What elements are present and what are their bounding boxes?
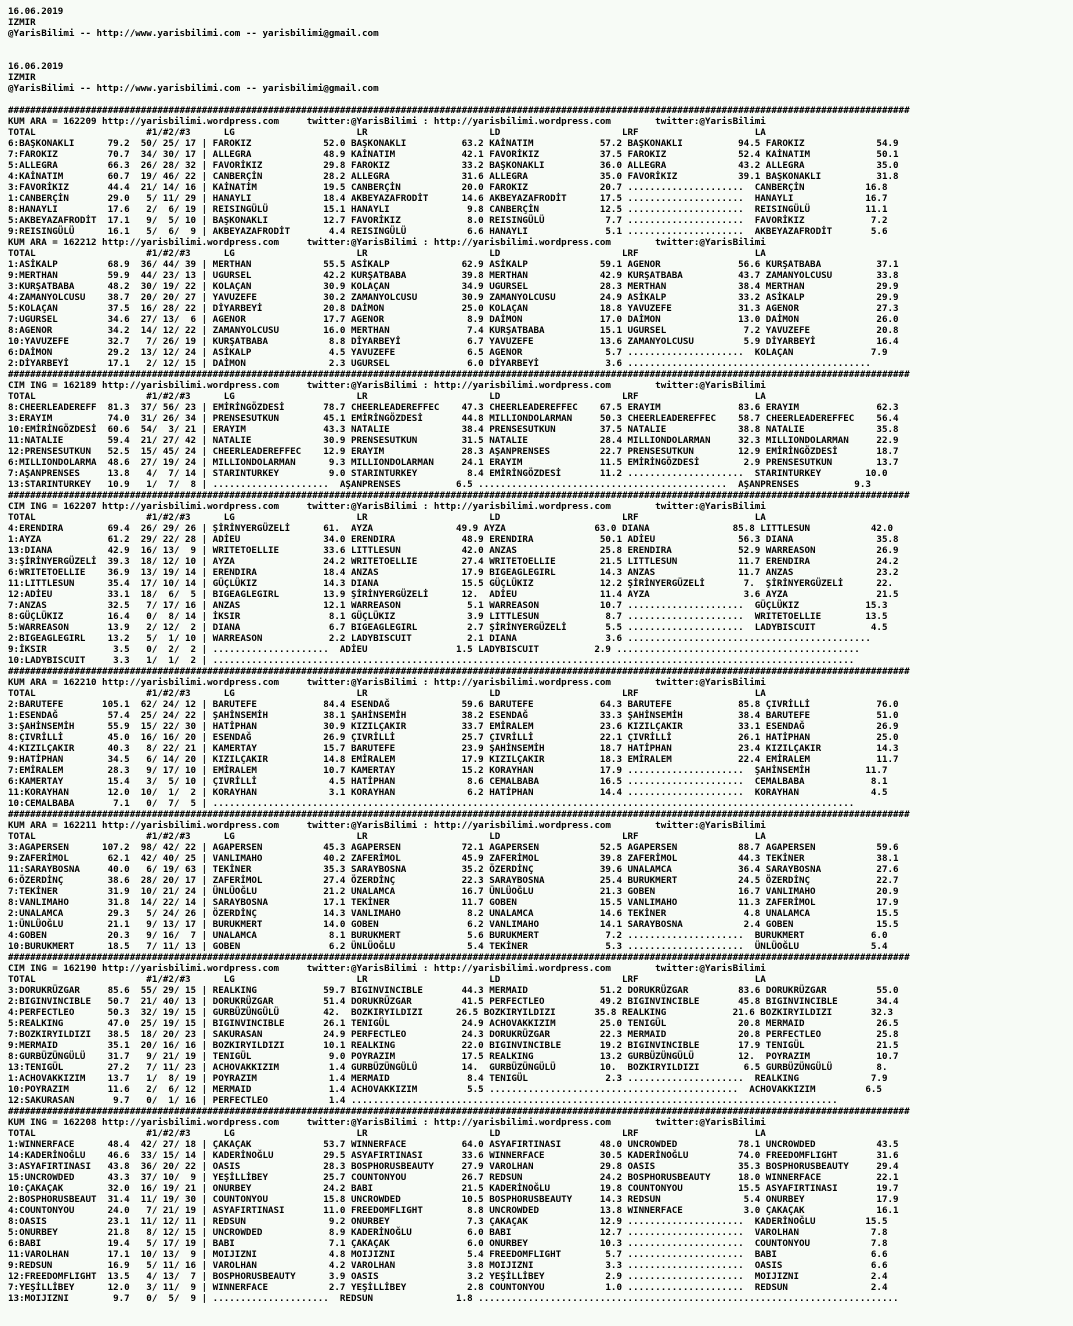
section-separator: ################################################################################################################################################################### — [8, 666, 910, 677]
ranking-row: 3:DORUKRÜZGAR 85.6 55/ 29/ 15 | REALKING 59.7 BIGINVINCIBLE 44.3 MERMAID 51.2 DORUKRÜZGAR 83.6 DORUKRÜZGAR 55.0 — [8, 985, 899, 996]
ranking-row: 11:VAROLHAN 17.1 10/ 13/ 9 | MOIJIZNI 4.8 MOIJIZNI 5.4 FREEDOMFLIGHT 5.7 ..................... BABI 6.6 — [8, 1249, 888, 1260]
ranking-row: 4:KAİNATIM 60.7 19/ 46/ 22 | CANBERÇİN 28.2 ALLEGRA 31.6 ALLEGRA 35.0 FAVORİKIZ 39.1 BAŞKONAKLI 31.8 — [8, 171, 899, 182]
ranking-row: 12:PRENSESUTKUN 52.5 15/ 45/ 24 | CHEERLEADEREFFEC 12.9 ERAYIM 28.3 AŞANPRENSES 22.7 PRENSESUTKUN 12.9 EMİRİNGÖZDESİ 18.7 — [8, 446, 899, 457]
ranking-row: 4:ERENDIRA 69.4 26/ 29/ 26 | ŞİRİNYERGÜZELİ 61. AYZA 49.9 AYZA 63.0 DIANA 85.8 LITTLESUN 42.0 — [8, 523, 894, 534]
ranking-row: 11:NATALIE 59.4 21/ 27/ 42 | NATALIE 30.9 PRENSESUTKUN 31.5 NATALIE 28.4 MILLIONDOLARMAN 32.3 MILLIONDOLARMAN 22.9 — [8, 435, 899, 446]
ranking-row: 3:ASYAFIRTINASI 43.8 36/ 20/ 22 | OASIS 28.3 BOSPHORUSBEAUTY 27.9 VAROLHAN 29.8 OASIS 35.3 BOSPHORUSBEAUTY 29.4 — [8, 1161, 899, 1172]
ranking-row: 5:ONURBEY 21.8 8/ 12/ 15 | UNCROWDED 8.9 KADERİNOĞLU 6.0 BABI 12.7 ..................... VAROLHAN 7.8 — [8, 1227, 888, 1238]
column-header: TOTAL #1/#2/#3 LG LR LD LRF LA — [8, 688, 766, 699]
ranking-row: 2:BOSPHORUSBEAUT 31.4 11/ 19/ 30 | COUNTONYOU 15.8 UNCROWDED 10.5 BOSPHORUSBEAUTY 14.3 REDSUN 5.4 ONURBEY 17.9 — [8, 1194, 899, 1205]
ranking-row: 3:KURŞATBABA 48.2 30/ 19/ 22 | KOLAÇAN 30.9 KOLAÇAN 34.9 UGURSEL 28.3 MERTHAN 38.4 MERTHAN 29.9 — [8, 281, 899, 292]
ranking-row: 10:LADYBISCUIT 3.3 1/ 1/ 2 | .................................................................................................................... — [8, 655, 855, 666]
section-separator: ################################################################################################################################################################### — [8, 369, 910, 380]
ranking-row: 4:KIZILÇAKIR 40.3 8/ 22/ 21 | KAMERTAY 15.7 BARUTEFE 23.9 ŞAHİNSEMİH 18.7 HATİPHAN 23.4 KIZILÇAKIR 14.3 — [8, 743, 899, 754]
ranking-row: 5:WARREASON 13.9 2/ 12/ 2 | DIANA 6.7 BIGEAGLEGIRL 2.7 ŞİRİNYERGÜZELİ 5.5 ..................... LADYBISCUIT 4.5 — [8, 622, 888, 633]
ranking-row: 8:CHEERLEADEREFF 81.3 37/ 56/ 23 | EMİRİNGÖZDESİ 78.7 CHEERLEADEREFFEC 47.3 CHEERLEADEREFFEC 67.5 ERAYIM 83.6 ERAYIM 62.3 — [8, 402, 899, 413]
ranking-row: 9:HATİPHAN 34.5 6/ 14/ 20 | KIZILÇAKIR 14.8 EMİRALEM 17.9 KIZILÇAKIR 18.3 EMİRALEM 22.4 EMİRALEM 11.7 — [8, 754, 899, 765]
column-header: TOTAL #1/#2/#3 LG LR LD LRF LA — [8, 974, 766, 985]
ranking-row: 1:ÜNLÜOĞLU 21.1 9/ 13/ 17 | BURUKMERT 14.0 GOBEN 6.2 VANLIMAHO 14.1 SARAYBOSNA 2.4 GOBEN 15.5 — [8, 919, 899, 930]
column-header: TOTAL #1/#2/#3 LG LR LD LRF LA — [8, 512, 766, 523]
section-separator: ################################################################################################################################################################### — [8, 1106, 910, 1117]
race-header: CIM ING = 162207 http://yarisbilimi.wordpress.com twitter:@YarisBilimi : http://yarisbilimi.wordpress.com twitter:@YarisBilimi — [8, 501, 766, 512]
ranking-row: 9:İKSIR 3.5 0/ 2/ 2 | ..................... ADİEU 1.5 LADYBISCUIT 2.9 ............................................ — [8, 644, 860, 655]
ranking-row: 4:PERFECTLEO 50.3 32/ 19/ 15 | GURBÜZÜNGÜLÜ 42. BOZKIRYILDIZI 26.5 BOZKIRYILDIZI 35.8 REALKING 21.6 BOZKIRYILDIZI 32.3 — [8, 1007, 894, 1018]
race-header: CIM ING = 162190 http://yarisbilimi.wordpress.com twitter:@YarisBilimi : http://yarisbilimi.wordpress.com twitter:@YarisBilimi — [8, 963, 766, 974]
ranking-row: 8:GURBÜZÜNGÜLÜ 31.7 9/ 21/ 19 | TENIGÜL 9.0 POYRAZIM 17.5 REALKING 13.2 GURBÜZÜNGÜLÜ 12. POYRAZIM 10.7 — [8, 1051, 899, 1062]
race-header: KUM ARA = 162209 http://yarisbilimi.wordpress.com twitter:@YarisBilimi : http://yarisbilimi.wordpress.com twitter:@YarisBilimi — [8, 116, 766, 127]
ranking-row: 10:CEMALBABA 7.1 0/ 7/ 5 | .................................................................................................................... — [8, 798, 855, 809]
ranking-row: 12:FREEDOMFLIGHT 13.5 4/ 13/ 7 | BOSPHORUSBEAUTY 3.9 OASIS 3.2 YEŞİLLİBEY 2.9 ..................... MOIJIZNI 2.4 — [8, 1271, 888, 1282]
text-line: IZMIR — [8, 72, 36, 83]
ranking-row: 8:OASIS 23.1 11/ 12/ 11 | REDSUN 9.2 ONURBEY 7.3 ÇAKAÇAK 12.9 ..................... KADERİNOĞLU 15.5 — [8, 1216, 888, 1227]
ranking-row: 5:ALLEGRA 66.3 26/ 28/ 32 | FAVORİKIZ 29.8 FAROKIZ 33.2 BAŞKONAKLI 36.0 ALLEGRA 43.2 ALLEGRA 35.0 — [8, 160, 899, 171]
race-header: CIM ING = 162189 http://yarisbilimi.wordpress.com twitter:@YarisBilimi : http://yarisbilimi.wordpress.com twitter:@YarisBilimi — [8, 380, 766, 391]
ranking-row: 15:UNCROWDED 43.3 37/ 10/ 9 | YEŞİLLİBEY 25.7 COUNTONYOU 26.7 REDSUN 24.2 BOSPHORUSBEAUTY 18.0 WINNERFACE 22.1 — [8, 1172, 899, 1183]
ranking-row: 3:FAVORİKIZ 44.4 21/ 14/ 16 | KAİNATİM 19.5 CANBERÇİN 20.0 FAROKIZ 20.7 ..................... CANBERÇİN 16.8 — [8, 182, 888, 193]
race-header: KUM ING = 162208 http://yarisbilimi.wordpress.com twitter:@YarisBilimi : http://yarisbilimi.wordpress.com twitter:@YarisBilimi — [8, 1117, 766, 1128]
section-separator: ################################################################################################################################################################### — [8, 105, 910, 116]
ranking-row: 6:KAMERTAY 15.4 3/ 5/ 10 | ÇIVRİLLİ 4.5 HATİPHAN 8.6 CEMALBABA 16.5 ..................... CEMALBABA 8.1 — [8, 776, 888, 787]
ranking-row: 14:KADERİNOĞLU 46.6 33/ 15/ 14 | KADERİNOĞLU 29.5 ASYAFIRTINASI 33.6 WINNERFACE 30.5 KADERİNOĞLU 74.0 FREEDOMFLIGHT 31.6 — [8, 1150, 899, 1161]
ranking-row: 8:ÇIVRİLLİ 45.0 16/ 16/ 20 | ESENDAĞ 26.9 ÇIVRİLLİ 25.7 ÇIVRİLLİ 22.1 ÇIVRİLLİ 26.1 HATİPHAN 25.0 — [8, 732, 899, 743]
race-header: KUM ARA = 162210 http://yarisbilimi.wordpress.com twitter:@YarisBilimi : http://yarisbilimi.wordpress.com twitter:@YarisBilimi — [8, 677, 766, 688]
ranking-row: 2:DİYARBEYİ 17.1 2/ 12/ 15 | DAİMON 2.3 UGURSEL 6.0 DİYARBEYİ 3.6 ............................................ — [8, 358, 871, 369]
ranking-row: 13:DIANA 42.9 16/ 13/ 9 | WRITETOELLIE 33.6 LITTLESUN 42.0 ANZAS 25.8 ERENDIRA 52.9 WARREASON 26.9 — [8, 545, 899, 556]
ranking-row: 4:GOBEN 20.3 9/ 16/ 7 | UNALAMCA 8.1 BURUKMERT 5.6 BURUKMERT 7.2 ..................... BURUKMERT 6.0 — [8, 930, 888, 941]
ranking-row: 6:BAŞKONAKLI 79.2 50/ 25/ 17 | FAROKIZ 52.0 BAŞKONAKLI 63.2 KAİNATIM 57.2 BAŞKONAKLI 94.5 FAROKIZ 54.9 — [8, 138, 899, 149]
ranking-row: 9:MERTHAN 59.9 44/ 23/ 13 | UGURSEL 42.2 KURŞATBABA 39.8 MERTHAN 42.9 KURŞATBABA 43.7 ZAMANYOLCUSU 33.8 — [8, 270, 899, 281]
ranking-row: 5:KOLAÇAN 37.5 16/ 28/ 22 | DİYARBEYİ 20.8 DAİMON 25.0 KOLAÇAN 18.8 YAVUZEFE 31.3 AGENOR 27.3 — [8, 303, 899, 314]
text-line — [8, 50, 1073, 61]
ranking-row: 3:ERAYIM 74.0 31/ 26/ 34 | PRENSESUTKUN 45.1 EMİRİNGÖZDESİ 44.8 MILLIONDOLARMAN 50.3 CHEERLEADEREFFEC 58.7 CHEERLEADEREFFEC 56.4 — [8, 413, 899, 424]
ranking-row: 1:WINNERFACE 48.4 42/ 27/ 18 | ÇAKAÇAK 53.7 WINNERFACE 64.0 ASYAFIRTINASI 48.0 UNCROWDED 78.1 UNCROWDED 43.5 — [8, 1139, 899, 1150]
column-header: TOTAL #1/#2/#3 LG LR LD LRF LA — [8, 391, 766, 402]
column-header: TOTAL #1/#2/#3 LG LR LD LRF LA — [8, 248, 766, 259]
race-header: KUM ARA = 162211 http://yarisbilimi.wordpress.com twitter:@YarisBilimi : http://yarisbilimi.wordpress.com twitter:@YarisBilimi — [8, 820, 766, 831]
text-line: IZMIR — [8, 17, 36, 28]
ranking-row: 2:UNALAMCA 29.3 5/ 24/ 26 | ÖZERDİNÇ 14.3 VANLIMAHO 8.2 UNALAMCA 14.6 TEKİNER 4.8 UNALAMCA 15.5 — [8, 908, 899, 919]
ranking-row: 5:AKBEYAZAFRODİT 17.1 9/ 5/ 10 | BAŞKONAKLI 12.7 FAVORİKIZ 8.0 REISINGÜLÜ 7.7 ..................... FAVORİKIZ 7.2 — [8, 215, 888, 226]
ranking-row: 10:ÇAKAÇAK 32.0 16/ 19/ 21 | ONURBEY 24.2 BABI 21.5 KADERİNOĞLU 19.8 COUNTONYOU 15.5 ASYAFIRTINASI 19.7 — [8, 1183, 899, 1194]
ranking-row: 2:BIGEAGLEGIRL 13.2 5/ 1/ 10 | WARREASON 2.2 LADYBISCUIT 2.1 DIANA 3.6 ............................................ — [8, 633, 871, 644]
ranking-row: 10:BURUKMERT 18.5 7/ 11/ 13 | GOBEN 6.2 ÜNLÜOĞLU 5.4 TEKİNER 5.3 ..................... ÜNLÜOĞLU 5.4 — [8, 941, 888, 952]
ranking-row: 1:ACHOVAKKIZIM 13.7 1/ 8/ 19 | POYRAZIM 1.4 MERMAID 8.4 TENIGÜL 2.3 ..................... REALKING 7.9 — [8, 1073, 888, 1084]
ranking-row: 7:YEŞİLLİBEY 12.0 3/ 11/ 9 | WINNERFACE 2.7 YEŞİLLİBEY 2.8 COUNTONYOU 1.0 ..................... REDSUN 2.4 — [8, 1282, 888, 1293]
ranking-row: 13:TENIGÜL 27.2 7/ 11/ 23 | ACHOVAKKIZIM 1.4 GURBÜZÜNGÜLÜ 14. GURBÜZÜNGÜLÜ 10. BOZKIRYILDIZI 6.5 GURBÜZÜNGÜLÜ 8. — [8, 1062, 888, 1073]
ranking-row: 7:FAROKIZ 70.7 34/ 30/ 17 | ALLEGRA 48.9 KAİNATIM 42.1 FAVORİKIZ 37.5 FAROKIZ 52.4 KAİNATIM 50.1 — [8, 149, 899, 160]
ranking-row: 3:ŞİRİNYERGÜZELİ 39.3 18/ 12/ 10 | AYZA 24.2 WRITETOELLIE 27.4 WRITETOELLIE 21.5 LITTLESUN 11.7 ERENDIRA 24.2 — [8, 556, 899, 567]
ranking-row: 1:ESENDAĞ 57.4 25/ 24/ 22 | ŞAHİNSEMİH 38.1 ŞAHİNSEMİH 38.2 ESENDAĞ 33.3 ŞAHİNSEMİH 38.4 BARUTEFE 51.0 — [8, 710, 899, 721]
ranking-row: 11:KORAYHAN 12.0 10/ 1/ 2 | KORAYHAN 3.1 KORAYHAN 6.2 HATİPHAN 14.4 ..................... KORAYHAN 4.5 — [8, 787, 888, 798]
ranking-row: 9:REISINGÜLÜ 16.1 5/ 6/ 9 | AKBEYAZAFRODİT 4.4 REISINGÜLÜ 6.6 HANAYLI 5.1 ..................... AKBEYAZAFRODİT 5.6 — [8, 226, 888, 237]
ranking-row: 8:AGENOR 34.2 14/ 12/ 22 | ZAMANYOLCUSU 16.0 MERTHAN 7.4 KURŞATBABA 15.1 UGURSEL 7.2 YAVUZEFE 20.8 — [8, 325, 899, 336]
text-line: @YarisBilimi -- http://www.yarisbilimi.com -- yarisbilimi@gmail.com — [8, 83, 379, 94]
ranking-row: 6:WRITETOELLIE 36.9 13/ 19/ 14 | ERENDIRA 18.4 ANZAS 17.9 BIGEAGLEGIRL 14.3 ANZAS 11.7 ANZAS 23.2 — [8, 567, 899, 578]
ranking-row: 1:CANBERÇİN 29.0 5/ 11/ 29 | HANAYLI 18.4 AKBEYAZAFRODİT 14.6 AKBEYAZAFRODİT 17.5 ..................... HANAYLI 16.7 — [8, 193, 888, 204]
ranking-row: 9:MERMAID 35.1 20/ 16/ 16 | BOZKIRYILDIZI 10.1 REALKING 22.0 BIGINVINCIBLE 19.2 BIGINVINCIBLE 17.9 TENIGÜL 21.5 — [8, 1040, 899, 1051]
ranking-row: 11:LITTLESUN 35.4 17/ 10/ 14 | GÜÇLÜKIZ 14.3 DIANA 15.5 GÜÇLÜKIZ 12.2 ŞİRİNYERGÜZELİ 7. ŞİRİNYERGÜZELİ 22. — [8, 578, 894, 589]
ranking-row: 8:HANAYLI 17.6 2/ 6/ 19 | REISINGÜLÜ 15.1 HANAYLI 9.8 CANBERÇİN 12.5 ..................... REISINGÜLÜ 11.1 — [8, 204, 888, 215]
section-separator: ################################################################################################################################################################### — [8, 490, 910, 501]
ranking-row: 13:STARINTURKEY 10.9 1/ 7/ 8 | ..................... AŞANPRENSES 6.5 ............................................. AŞANPRENSES 9.3 — [8, 479, 871, 490]
ranking-row: 9:REDSUN 16.9 5/ 11/ 16 | VAROLHAN 4.2 VAROLHAN 3.8 MOIJIZNI 3.3 ..................... OASIS 6.6 — [8, 1260, 888, 1271]
ranking-row: 7:TEKİNER 31.9 10/ 21/ 24 | ÜNLÜOĞLU 21.2 UNALAMCA 16.7 ÜNLÜOĞLU 21.3 GOBEN 16.7 VANLIMAHO 20.9 — [8, 886, 899, 897]
text-line: 16.06.2019 — [8, 61, 64, 72]
ranking-row: 4:COUNTONYOU 24.0 7/ 21/ 19 | ASYAFIRTINASI 11.0 FREEDOMFLIGHT 8.8 UNCROWDED 13.8 WINNERFACE 3.0 ÇAKAÇAK 16.1 — [8, 1205, 899, 1216]
ranking-row: 12:SAKURASAN 9.7 0/ 1/ 16 | PERFECTLEO 1.4 ........................................................................................ — [8, 1095, 838, 1106]
ranking-row: 7:BOZKIRYILDIZI 38.5 18/ 20/ 23 | SAKURASAN 24.9 PERFECTLEO 24.3 DORUKRÜZGAR 22.3 MERMAID 20.8 PERFECTLEO 25.8 — [8, 1029, 899, 1040]
ranking-row: 9:ZAFERİMOL 62.1 42/ 40/ 25 | VANLIMAHO 40.2 ZAFERİMOL 45.9 ZAFERİMOL 39.8 ZAFERİMOL 44.3 TEKİNER 38.1 — [8, 853, 899, 864]
ranking-row: 8:VANLIMAHO 31.8 14/ 22/ 14 | SARAYBOSNA 17.1 TEKİNER 11.7 GOBEN 15.5 VANLIMAHO 11.3 ZAFERİMOL 17.9 — [8, 897, 899, 908]
ranking-row: 8:GÜÇLÜKIZ 16.4 0/ 8/ 14 | İKSIR 8.1 GÜÇLÜKIZ 3.9 LITTLESUN 8.7 ..................... WRITETOELLIE 13.5 — [8, 611, 888, 622]
ranking-row: 7:UGURSEL 34.6 27/ 13/ 6 | AGENOR 17.7 AGENOR 8.9 DAİMON 17.0 DAİMON 13.0 DAİMON 26.0 — [8, 314, 899, 325]
ranking-row: 6:DAİMON 29.2 13/ 12/ 24 | ASİKALP 4.5 YAVUZEFE 6.5 AGENOR 5.7 ..................... KOLAÇAN 7.9 — [8, 347, 888, 358]
ranking-row: 13:MOIJIZNI 9.7 0/ 5/ 9 | ..................... REDSUN 1.8 ............................................................................ — [8, 1293, 899, 1304]
ranking-row: 7:EMİRALEM 28.3 9/ 17/ 10 | EMİRALEM 10.7 KAMERTAY 15.2 KORAYHAN 17.9 ..................... ŞAHİNSEMİH 11.7 — [8, 765, 888, 776]
section-separator: ################################################################################################################################################################### — [8, 952, 910, 963]
ranking-row: 1:ASİKALP 68.9 36/ 44/ 39 | MERTHAN 55.5 ASİKALP 62.9 ASİKALP 59.1 AGENOR 56.6 KURŞATBABA 37.1 — [8, 259, 899, 270]
ranking-row: 12:ADİEU 33.1 18/ 6/ 5 | BIGEAGLEGIRL 13.9 ŞİRİNYERGÜZELİ 12. ADİEU 11.4 AYZA 3.6 AYZA 21.5 — [8, 589, 899, 600]
ranking-row: 10:POYRAZIM 11.6 2/ 6/ 12 | MERMAID 1.4 ACHOVAKKIZIM 5.5 ............................................. ACHOVAKKIZIM 6.5 — [8, 1084, 882, 1095]
ranking-row: 1:AYZA 61.2 29/ 22/ 28 | ADİEU 34.0 ERENDIRA 48.9 ERENDIRA 50.1 ADİEU 56.3 DIANA 35.8 — [8, 534, 899, 545]
text-line — [8, 39, 1073, 50]
ranking-row: 6:ÖZERDİNÇ 38.6 28/ 20/ 17 | ZAFERİMOL 27.4 ÖZERDİNÇ 22.3 SARAYBOSNA 25.4 BURUKMERT 24.5 ÖZERDİNÇ 22.7 — [8, 875, 899, 886]
ranking-row: 6:MILLIONDOLARMA 48.6 27/ 19/ 24 | MILLIONDOLARMAN 9.3 MILLIONDOLARMAN 24.1 ERAYIM 11.5 EMİRİNGÖZDESİ 2.9 PRENSESUTKUN 13.7 — [8, 457, 899, 468]
ranking-row: 3:AGAPERSEN 107.2 98/ 42/ 22 | AGAPERSEN 45.3 AGAPERSEN 72.1 AGAPERSEN 52.5 AGAPERSEN 88.7 AGAPERSEN 59.6 — [8, 842, 899, 853]
ranking-row: 5:REALKING 47.0 25/ 19/ 15 | BIGINVINCIBLE 26.1 TENIGÜL 24.9 ACHOVAKKIZIM 25.0 TENIGÜL 20.8 MERMAID 26.5 — [8, 1018, 899, 1029]
column-header: TOTAL #1/#2/#3 LG LR LD LRF LA — [8, 127, 766, 138]
ranking-row: 2:BIGINVINCIBLE 50.7 21/ 40/ 13 | DORUKRÜZGAR 51.4 DORUKRÜZGAR 41.5 PERFECTLEO 49.2 BIGINVINCIBLE 45.8 BIGINVINCIBLE 34.4 — [8, 996, 899, 1007]
ranking-row: 10:YAVUZEFE 32.7 7/ 26/ 19 | KURŞATBABA 8.8 DİYARBEYİ 6.7 YAVUZEFE 13.6 ZAMANYOLCUSU 5.9 DİYARBEYİ 16.4 — [8, 336, 899, 347]
column-header: TOTAL #1/#2/#3 LG LR LD LRF LA — [8, 1128, 766, 1139]
ranking-row: 3:ŞAHİNSEMİH 55.9 15/ 22/ 30 | HATİPHAN 30.9 KIZILÇAKIR 33.7 EMİRALEM 23.6 KIZILÇAKIR 33.1 ESENDAĞ 26.9 — [8, 721, 899, 732]
ranking-row: 2:BARUTEFE 105.1 62/ 24/ 12 | BARUTEFE 84.4 ESENDAĞ 59.6 BARUTEFE 64.3 BARUTEFE 85.8 ÇIVRİLLİ 76.0 — [8, 699, 899, 710]
ranking-row: 7:AŞANPRENSES 13.8 4/ 7/ 14 | STARINTURKEY 9.0 STARINTURKEY 8.4 EMİRİNGÖZDESİ 11.2 ..................... STARINTURKEY 10.0 — [8, 468, 888, 479]
ranking-row: 10:EMİRİNGÖZDESİ 60.6 54/ 3/ 21 | ERAYIM 43.3 NATALIE 38.4 PRENSESUTKUN 37.5 NATALIE 38.8 NATALIE 35.8 — [8, 424, 899, 435]
race-header: KUM ARA = 162212 http://yarisbilimi.wordpress.com twitter:@YarisBilimi : http://yarisbilimi.wordpress.com twitter:@YarisBilimi — [8, 237, 766, 248]
ranking-row: 7:ANZAS 32.5 7/ 17/ 16 | ANZAS 12.1 WARREASON 5.1 WARREASON 10.7 ..................... GÜÇLÜKIZ 15.3 — [8, 600, 888, 611]
section-separator: ################################################################################################################################################################### — [8, 809, 910, 820]
text-line: 16.06.2019 — [8, 6, 64, 17]
ranking-row: 6:BABI 19.4 5/ 17/ 19 | BABI 7.1 ÇAKAÇAK 6.0 ONURBEY 10.3 ..................... COUNTONYOU 7.8 — [8, 1238, 888, 1249]
column-header: TOTAL #1/#2/#3 LG LR LD LRF LA — [8, 831, 766, 842]
ranking-row: 11:SARAYBOSNA 40.0 6/ 19/ 63 | TEKİNER 35.3 SARAYBOSNA 35.2 ÖZERDİNÇ 39.6 UNALAMCA 36.4 SARAYBOSNA 27.6 — [8, 864, 899, 875]
text-line — [8, 94, 1073, 105]
ranking-row: 4:ZAMANYOLCUSU 38.7 20/ 20/ 27 | YAVUZEFE 30.2 ZAMANYOLCUSU 30.9 ZAMANYOLCUSU 24.9 ASİKALP 33.2 ASİKALP 29.9 — [8, 292, 899, 303]
text-line: @YarisBilimi -- http://www.yarisbilimi.com -- yarisbilimi@gmail.com — [8, 28, 379, 39]
